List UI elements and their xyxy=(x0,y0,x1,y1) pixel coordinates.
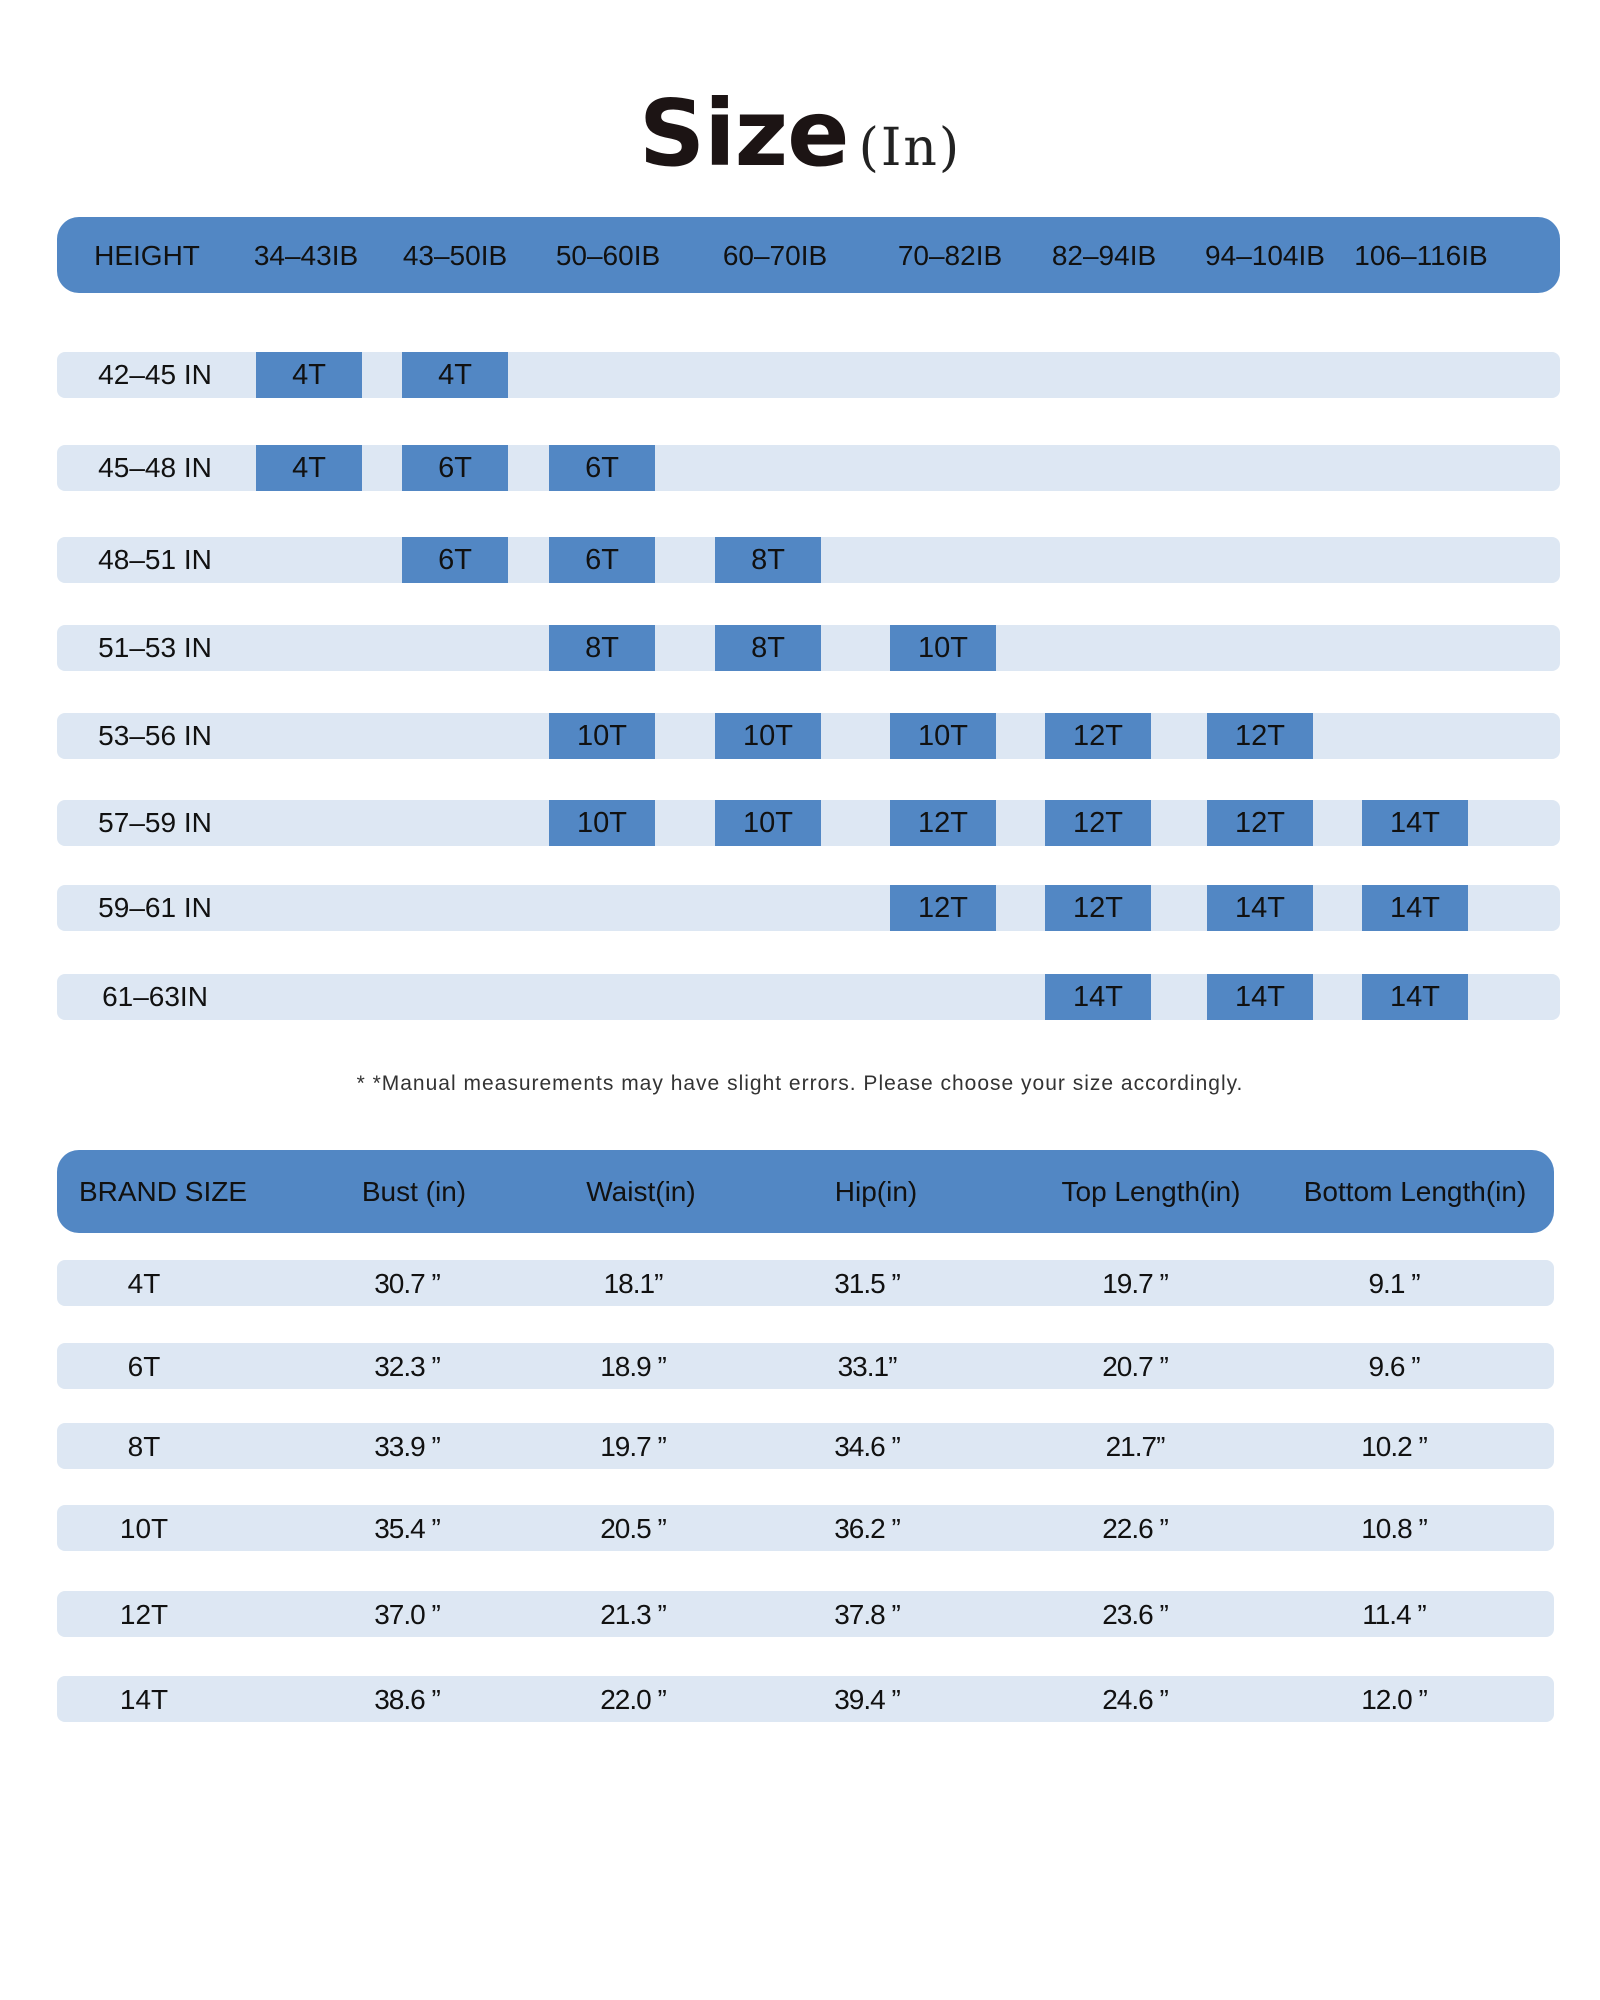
size-cell: 12T xyxy=(890,885,996,931)
weight-range-header: 106–116IB xyxy=(1354,240,1488,271)
measure-value-cell: 30.7 ” xyxy=(374,1268,440,1299)
size-cell: 6T xyxy=(549,445,655,491)
size-cell: 12T xyxy=(1207,800,1313,846)
measure-value-cell: 22.6 ” xyxy=(1102,1513,1168,1544)
measure-value-cell: 10.2 ” xyxy=(1361,1431,1427,1462)
size-cell: 10T xyxy=(890,713,996,759)
brand-size-cell: 4T xyxy=(127,1268,161,1299)
measure-row xyxy=(57,1260,1554,1306)
size-cell: 14T xyxy=(1362,885,1468,931)
measure-value-cell: 32.3 ” xyxy=(374,1351,440,1382)
measure-value-cell: 19.7 ” xyxy=(600,1431,666,1462)
size-cell: 8T xyxy=(715,625,821,671)
measure-column-header: Bottom Length(in) xyxy=(1303,1176,1527,1207)
measure-value-cell: 34.6 ” xyxy=(834,1431,900,1462)
measure-value-cell: 12.0 ” xyxy=(1361,1684,1427,1715)
measure-value-cell: 18.1” xyxy=(603,1268,663,1299)
brand-size-cell: 10T xyxy=(119,1513,169,1544)
measure-value-cell: 10.8 ” xyxy=(1361,1513,1427,1544)
measure-row xyxy=(57,1676,1554,1722)
size-cell: 14T xyxy=(1362,800,1468,846)
measure-value-cell: 33.1” xyxy=(837,1351,897,1382)
size-cell: 12T xyxy=(1207,713,1313,759)
measure-value-cell: 23.6 ” xyxy=(1102,1599,1168,1630)
measure-value-cell: 21.7” xyxy=(1105,1431,1165,1462)
size-cell: 12T xyxy=(1045,713,1151,759)
measure-value-cell: 22.0 ” xyxy=(600,1684,666,1715)
height-row-label: 61–63IN xyxy=(102,981,208,1012)
measure-value-cell: 39.4 ” xyxy=(834,1684,900,1715)
size-cell: 6T xyxy=(402,445,508,491)
measure-column-header: Waist(in) xyxy=(586,1176,696,1207)
size-cell: 8T xyxy=(549,625,655,671)
height-row-label: 45–48 IN xyxy=(98,452,212,483)
size-cell: 10T xyxy=(549,800,655,846)
measure-value-cell: 38.6 ” xyxy=(374,1684,440,1715)
measure-value-cell: 19.7 ” xyxy=(1102,1268,1168,1299)
weight-range-header: 94–104IB xyxy=(1205,240,1325,271)
measure-row xyxy=(57,1591,1554,1637)
measure-value-cell: 21.3 ” xyxy=(600,1599,666,1630)
height-row-label: 48–51 IN xyxy=(98,544,212,575)
measure-value-cell: 11.4 ” xyxy=(1362,1599,1426,1630)
measure-column-header: Hip(in) xyxy=(834,1176,918,1207)
brand-size-cell: 6T xyxy=(127,1351,161,1382)
weight-range-header: 43–50IB xyxy=(402,240,508,271)
size-cell: 4T xyxy=(402,352,508,398)
height-row-label: 42–45 IN xyxy=(98,359,212,390)
height-row-label: 51–53 IN xyxy=(98,632,212,663)
height-row xyxy=(57,974,1560,1020)
size-cell: 6T xyxy=(402,537,508,583)
title-main: Size xyxy=(638,80,849,187)
height-row xyxy=(57,885,1560,931)
size-cell: 10T xyxy=(549,713,655,759)
height-row-label: 53–56 IN xyxy=(98,720,212,751)
page-title xyxy=(0,80,1600,187)
size-cell: 14T xyxy=(1207,885,1313,931)
measure-value-cell: 31.5 ” xyxy=(834,1268,900,1299)
size-cell: 4T xyxy=(256,445,362,491)
measure-value-cell: 24.6 ” xyxy=(1102,1684,1168,1715)
measure-column-header: Top Length(in) xyxy=(1061,1176,1241,1207)
weight-range-header: 50–60IB xyxy=(555,240,661,271)
measurement-note: * *Manual measurements may have slight errors. Please choose your size accordingly. xyxy=(356,1072,1244,1095)
weight-range-header: 34–43IB xyxy=(253,240,359,271)
measure-row xyxy=(57,1505,1554,1551)
size-cell: 4T xyxy=(256,352,362,398)
title-unit: (In) xyxy=(858,118,962,178)
measure-row xyxy=(57,1343,1554,1389)
measure-value-cell: 37.0 ” xyxy=(374,1599,440,1630)
brand-size-cell: 14T xyxy=(119,1684,169,1715)
measure-value-cell: 20.5 ” xyxy=(600,1513,666,1544)
measure-column-header: Bust (in) xyxy=(361,1176,467,1207)
size-cell: 12T xyxy=(1045,800,1151,846)
height-row-label: 59–61 IN xyxy=(98,892,212,923)
size-cell: 8T xyxy=(715,537,821,583)
size-cell: 10T xyxy=(890,625,996,671)
weight-range-header: 70–82IB xyxy=(897,240,1003,271)
size-cell: 10T xyxy=(715,713,821,759)
measure-value-cell: 35.4 ” xyxy=(374,1513,440,1544)
measure-value-cell: 18.9 ” xyxy=(600,1351,666,1382)
size-cell: 14T xyxy=(1362,974,1468,1020)
size-cell: 14T xyxy=(1045,974,1151,1020)
height-header-label: HEIGHT xyxy=(94,240,200,271)
weight-range-header: 60–70IB xyxy=(722,240,828,271)
measure-value-cell: 37.8 ” xyxy=(834,1599,900,1630)
size-cell: 6T xyxy=(549,537,655,583)
size-cell: 12T xyxy=(1045,885,1151,931)
height-row-label: 57–59 IN xyxy=(98,807,212,838)
size-cell: 10T xyxy=(715,800,821,846)
size-cell: 12T xyxy=(890,800,996,846)
brand-size-cell: 8T xyxy=(127,1431,161,1462)
measure-row xyxy=(57,1423,1554,1469)
size-cell: 14T xyxy=(1207,974,1313,1020)
brand-size-cell: 12T xyxy=(119,1599,169,1630)
measure-value-cell: 9.6 ” xyxy=(1368,1351,1420,1382)
measure-value-cell: 9.1 ” xyxy=(1368,1268,1420,1299)
measure-value-cell: 36.2 ” xyxy=(834,1513,900,1544)
measure-value-cell: 33.9 ” xyxy=(374,1431,440,1462)
measure-column-header: BRAND SIZE xyxy=(78,1176,248,1207)
measure-value-cell: 20.7 ” xyxy=(1102,1351,1168,1382)
weight-range-header: 82–94IB xyxy=(1051,240,1157,271)
